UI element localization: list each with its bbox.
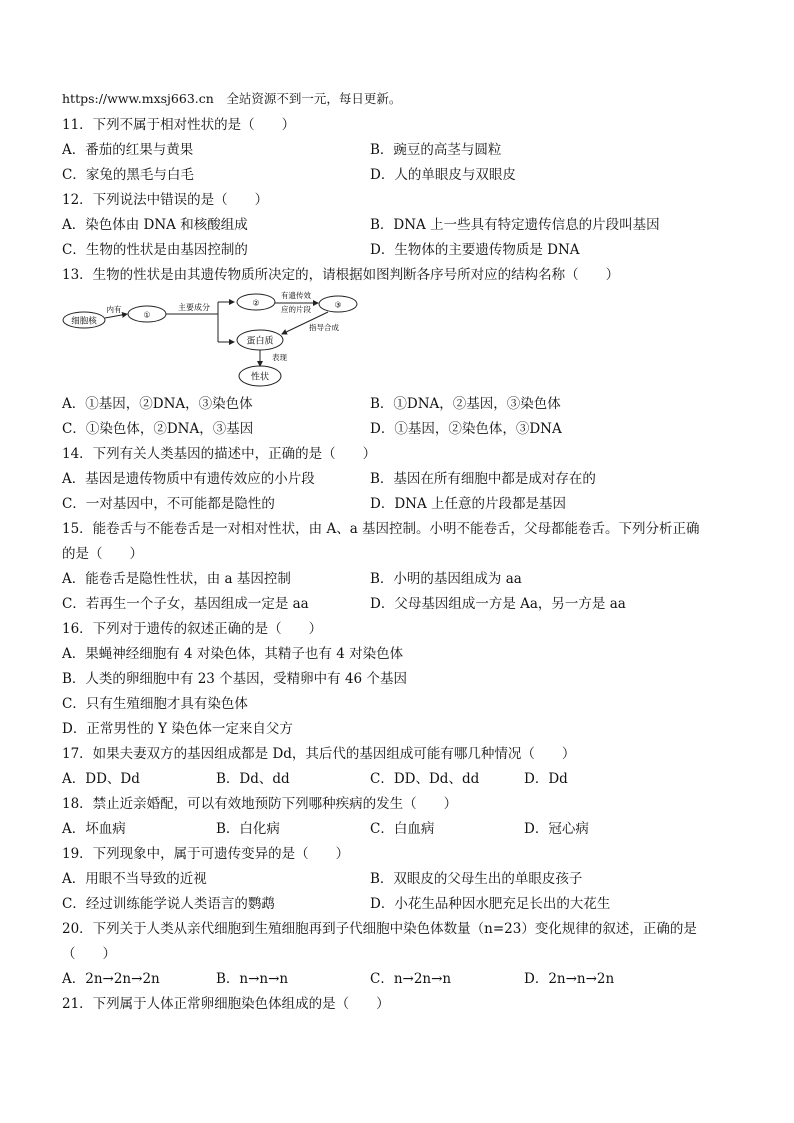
q12-option-b: B．DNA 上一些具有特定遗传信息的片段叫基因 [370, 217, 660, 233]
q13-option-b: B．①DNA，②基因，③染色体 [370, 396, 561, 412]
q16-stem: 16．下列对于遗传的叙述正确的是（ ） [62, 621, 323, 637]
q14-option-b: B．基因在所有细胞中都是成对存在的 [370, 471, 596, 487]
cell-nucleus-label: 细胞核 [71, 316, 97, 327]
q15-stem-line1: 15．能卷舌与不能卷舌是一对相对性状，由 A、a 基因控制。小明不能卷舌，父母都能卷舌。下列分析正确 [62, 521, 700, 537]
q21-stem: 21．下列属于人体正常卵细胞染色体组成的是（ ） [62, 996, 390, 1012]
q17-option-b: B．Dd、dd [216, 771, 290, 787]
q18-option-c: C．白血病 [370, 821, 435, 837]
q20-stem-line1: 20．下列关于人类从亲代细胞到生殖细胞再到子代细胞中染色体数量（n=23）变化规律的叙述，正确的是 [62, 921, 697, 937]
q16-option-c: C．只有生殖细胞才具有染色体 [62, 696, 248, 712]
q15-option-c: C．若再生一个子女，基因组成一定是 aa [62, 596, 309, 612]
q17-stem: 17．如果夫妻双方的基因组成都是 Dd，其后代的基因组成可能有哪几种情况（ ） [62, 746, 576, 762]
q13-stem: 13．生物的性状是由其遗传物质所决定的，请根据如图判断各序号所对应的结构名称（ ） [62, 267, 620, 283]
trait-label: 性状 [250, 372, 270, 383]
q15-option-b: B．小明的基因组成为 aa [370, 571, 522, 587]
q17-option-d: D．Dd [524, 771, 568, 787]
guide-synthesis-label: 指导合成 [309, 323, 339, 332]
protein-label: 蛋白质 [246, 336, 274, 347]
q11-option-d: D．人的单眼皮与双眼皮 [370, 167, 516, 183]
node-3-label: ③ [334, 300, 342, 310]
q20-option-c: C．n→2n→n [370, 971, 452, 987]
q14-option-d: D．DNA 上任意的片段都是基因 [370, 496, 567, 512]
q12-option-c: C．生物的性状是由基因控制的 [62, 242, 248, 258]
q12-option-a: A．染色体由 DNA 和核酸组成 [62, 217, 248, 233]
q13-option-a: A．①基因，②DNA，③染色体 [62, 396, 253, 412]
q14-option-c: C．一对基因中，不可能都是隐性的 [62, 496, 275, 512]
q20-stem-line2: （ ） [62, 946, 116, 962]
q16-option-d: D．正常男性的 Y 染色体一定来自父方 [62, 721, 293, 737]
main-component-label: 主要成分 [178, 303, 210, 312]
q12-option-d: D．生物体的主要遗传物质是 DNA [370, 242, 580, 258]
q17-option-c: C．DD、Dd、dd [370, 771, 480, 787]
site-header: https://www.mxsj663.cn 全站资源不到一元，每日更新。 [62, 91, 402, 106]
genetic-effect-label-1: 有遗传效 [281, 291, 311, 300]
q19-option-b: B．双眼皮的父母生出的单眼皮孩子 [370, 871, 583, 887]
q15-stem-line2: 的是（ ） [62, 546, 143, 562]
q13-option-c: C．①染色体，②DNA，③基因 [62, 421, 254, 437]
q19-option-a: A．用眼不当导致的近视 [62, 871, 207, 887]
q11-option-c: C．家兔的黑毛与白毛 [62, 167, 194, 183]
node-1-label: ① [143, 310, 151, 320]
q19-option-c: C．经过训练能学说人类语言的鹦鹉 [62, 896, 275, 912]
q15-option-d: D．父母基因组成一方是 Aa，另一方是 aa [370, 596, 626, 612]
q15-option-a: A．能卷舌是隐性性状，由 a 基因控制 [62, 571, 291, 587]
q18-option-a: A．坏血病 [62, 821, 126, 837]
q12-stem: 12．下列说法中错误的是（ ） [62, 192, 269, 208]
q11-option-b: B．豌豆的高茎与圆粒 [370, 142, 502, 158]
q17-option-a: A．DD、Dd [62, 771, 140, 787]
q20-option-d: D．2n→n→2n [524, 971, 615, 987]
q19-stem: 19．下列现象中，属于可遗传变异的是（ ） [62, 846, 350, 862]
q18-option-d: D．冠心病 [524, 821, 589, 837]
q13-option-d: D．①基因，②染色体，③DNA [370, 421, 562, 437]
q16-option-a: A．果蝇神经细胞有 4 对染色体，其精子也有 4 对染色体 [62, 646, 404, 662]
q11-stem: 11．下列不属于相对性状的是（ ） [62, 117, 296, 133]
q18-option-b: B．白化病 [216, 821, 280, 837]
q11-option-a: A．番茄的红果与黄果 [62, 142, 194, 158]
express-label: 表现 [272, 353, 287, 362]
contains-label: 内有 [106, 305, 122, 314]
q14-option-a: A．基因是遗传物质中有遗传效应的小片段 [62, 471, 315, 487]
node-2-label: ② [252, 298, 260, 308]
q19-option-d: D．小花生品种因水肥充足长出的大花生 [370, 896, 611, 912]
q20-option-a: A．2n→2n→2n [62, 971, 160, 987]
q13-diagram [62, 290, 362, 390]
q20-option-b: B．n→n→n [216, 971, 289, 987]
q14-stem: 14．下列有关人类基因的描述中，正确的是（ ） [62, 446, 377, 462]
q18-stem: 18．禁止近亲婚配，可以有效地预防下列哪种疾病的发生（ ） [62, 796, 458, 812]
genetic-effect-label-2: 应的片段 [281, 305, 311, 314]
q16-option-b: B．人类的卵细胞中有 23 个基因，受精卵中有 46 个基因 [62, 671, 407, 687]
